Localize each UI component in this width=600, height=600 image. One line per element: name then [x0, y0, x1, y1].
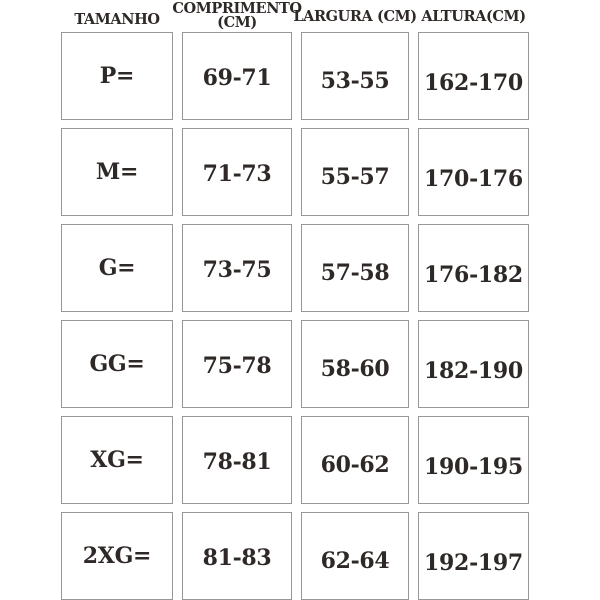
cell-value: 62-64	[320, 548, 390, 574]
table-cell-largura-row1	[301, 32, 409, 120]
cell-value: 170-176	[424, 166, 523, 192]
table-cell-tamanho-row3	[61, 224, 173, 312]
table-cell-altura-row1	[418, 32, 529, 120]
column-header-label-line2: (CM)	[217, 14, 257, 31]
cell-value: 162-170	[424, 70, 523, 96]
cell-value: 192-197	[424, 550, 523, 576]
table-cell-altura-row4	[418, 320, 529, 408]
table-cell-altura-row3	[418, 224, 529, 312]
column-header-comprimento	[172, 0, 302, 31]
table-cell-comprimento-row4	[182, 320, 292, 408]
table-cell-comprimento-row2	[182, 128, 292, 216]
cell-value: 2XG=	[82, 543, 152, 569]
cell-value: 58-60	[320, 356, 390, 382]
table-cell-comprimento-row3	[182, 224, 292, 312]
cell-value: 75-78	[202, 353, 272, 379]
table-cell-tamanho-row4	[61, 320, 173, 408]
table-cell-largura-row3	[301, 224, 409, 312]
table-body	[61, 32, 529, 600]
cell-value: G=	[98, 255, 136, 281]
cell-value: 182-190	[424, 358, 523, 384]
cell-value: 60-62	[320, 452, 390, 478]
cell-value: GG=	[89, 351, 145, 377]
cell-value: 78-81	[202, 449, 272, 475]
table-cell-comprimento-row1	[182, 32, 292, 120]
cell-value: 53-55	[320, 68, 390, 94]
cell-value: 176-182	[424, 262, 523, 288]
cell-value: 81-83	[202, 545, 272, 571]
table-cell-altura-row5	[418, 416, 529, 504]
column-header-altura	[418, 0, 529, 31]
column-header-label: TAMANHO	[74, 11, 160, 28]
table-cell-comprimento-row6	[182, 512, 292, 600]
table-cell-largura-row6	[301, 512, 409, 600]
cell-value: 73-75	[202, 257, 272, 283]
cell-value: P=	[99, 63, 135, 89]
table-cell-comprimento-row5	[182, 416, 292, 504]
cell-value: 57-58	[320, 260, 390, 286]
column-header-label: LARGURA (CM)	[293, 8, 417, 25]
table-header-row	[61, 0, 529, 31]
cell-value: 69-71	[202, 65, 272, 91]
table-cell-tamanho-row5	[61, 416, 173, 504]
table-cell-tamanho-row2	[61, 128, 173, 216]
cell-value: XG=	[90, 447, 144, 473]
column-header-largura	[293, 0, 417, 31]
cell-value: M=	[95, 159, 139, 185]
cell-value: 55-57	[320, 164, 390, 190]
cell-value: 190-195	[424, 454, 523, 480]
table-cell-altura-row6	[418, 512, 529, 600]
column-header-tamanho	[61, 0, 173, 31]
table-cell-largura-row4	[301, 320, 409, 408]
table-cell-largura-row5	[301, 416, 409, 504]
column-header-label: COMPRIMENTO	[172, 0, 302, 17]
table-cell-altura-row2	[418, 128, 529, 216]
table-cell-largura-row2	[301, 128, 409, 216]
cell-value: 71-73	[202, 161, 272, 187]
table-cell-tamanho-row6	[61, 512, 173, 600]
table-cell-tamanho-row1	[61, 32, 173, 120]
column-header-label: ALTURA(CM)	[421, 8, 526, 25]
